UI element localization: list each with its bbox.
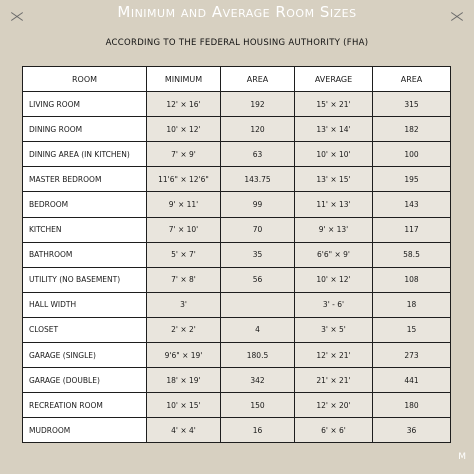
room-name-cell: DINING ROOM	[23, 117, 147, 142]
minimum-size-cell: 7' × 10'	[147, 217, 221, 242]
average-size-cell: 9' × 13'	[295, 217, 373, 242]
average-size-cell: 11' × 13'	[295, 192, 373, 217]
average-size-cell: 10' × 12'	[295, 267, 373, 292]
average-size-cell: 3' × 5'	[295, 317, 373, 342]
minimum-area-cell: 4	[221, 317, 295, 342]
table-row	[23, 368, 451, 393]
minimum-size-cell: 18' × 19'	[147, 368, 221, 393]
minimum-area-cell: 35	[221, 242, 295, 267]
table-row	[23, 267, 451, 292]
average-area-cell: 117	[373, 217, 451, 242]
room-name-cell: CLOSET	[23, 317, 147, 342]
average-area-cell: 108	[373, 267, 451, 292]
minimum-area-cell: 99	[221, 192, 295, 217]
average-area-cell: 15	[373, 317, 451, 342]
minimum-area-cell: 143.75	[221, 167, 295, 192]
room-name-cell: MUDROOM	[23, 418, 147, 443]
minimum-area-cell: 120	[221, 117, 295, 142]
table-row	[23, 217, 451, 242]
average-size-cell: 15' × 21'	[295, 92, 373, 117]
room-name-cell: RECREATION ROOM	[23, 393, 147, 418]
room-name-cell: GARAGE (DOUBLE)	[23, 368, 147, 393]
table-body	[23, 92, 451, 443]
header-minimum-area: AREA	[221, 67, 295, 92]
average-area-cell: 143	[373, 192, 451, 217]
room-name-cell: GARAGE (SINGLE)	[23, 343, 147, 368]
minimum-area-cell: 192	[221, 92, 295, 117]
table-row	[23, 242, 451, 267]
table-row	[23, 317, 451, 342]
average-area-cell: 180	[373, 393, 451, 418]
page-subtitle: ACCORDING TO THE FEDERAL HOUSING AUTHORITY (FHA)	[105, 38, 369, 48]
minimum-size-cell: 7' × 9'	[147, 142, 221, 167]
average-area-cell: 58.5	[373, 242, 451, 267]
average-area-cell: 441	[373, 368, 451, 393]
minimum-size-cell: 3'	[147, 292, 221, 317]
room-name-cell: BATHROOM	[23, 242, 147, 267]
average-area-cell: 195	[373, 167, 451, 192]
minimum-size-cell: 7' × 8'	[147, 267, 221, 292]
room-name-cell: DINING AREA (IN KITCHEN)	[23, 142, 147, 167]
table-row	[23, 117, 451, 142]
minimum-area-cell: 150	[221, 393, 295, 418]
minimum-size-cell: 11'6" × 12'6"	[147, 167, 221, 192]
average-area-cell: 18	[373, 292, 451, 317]
average-size-cell: 6'6" × 9'	[295, 242, 373, 267]
minimum-area-cell: 180.5	[221, 343, 295, 368]
minimum-area-cell: 342	[221, 368, 295, 393]
average-size-cell: 10' × 10'	[295, 142, 373, 167]
room-sizes-table	[22, 66, 451, 443]
average-size-cell: 12' × 20'	[295, 393, 373, 418]
minimum-size-cell: 10' × 12'	[147, 117, 221, 142]
minimum-size-cell: 12' × 16'	[147, 92, 221, 117]
average-area-cell: 100	[373, 142, 451, 167]
table-row	[23, 142, 451, 167]
table-row	[23, 92, 451, 117]
header-average: AVERAGE	[295, 67, 373, 92]
minimum-size-cell: 9'6" × 19'	[147, 343, 221, 368]
room-name-cell: BEDROOM	[23, 192, 147, 217]
table-row	[23, 167, 451, 192]
table-header-row	[23, 67, 451, 92]
room-name-cell: MASTER BEDROOM	[23, 167, 147, 192]
minimum-size-cell: 9' × 11'	[147, 192, 221, 217]
average-size-cell: 3' - 6'	[295, 292, 373, 317]
average-area-cell: 182	[373, 117, 451, 142]
table-row	[23, 192, 451, 217]
minimum-area-cell: 63	[221, 142, 295, 167]
table-row	[23, 292, 451, 317]
minimum-area-cell: 16	[221, 418, 295, 443]
minimum-area-cell: 56	[221, 267, 295, 292]
room-name-cell: KITCHEN	[23, 217, 147, 242]
average-area-cell: 36	[373, 418, 451, 443]
header-room: ROOM	[23, 67, 147, 92]
minimum-size-cell: 2' × 2'	[147, 317, 221, 342]
average-area-cell: 315	[373, 92, 451, 117]
average-size-cell: 6' × 6'	[295, 418, 373, 443]
average-area-cell: 273	[373, 343, 451, 368]
average-size-cell: 21' × 21'	[295, 368, 373, 393]
table-row	[23, 393, 451, 418]
watermark-logo: M	[458, 452, 466, 462]
minimum-area-cell: 70	[221, 217, 295, 242]
header-minimum: MINIMUM	[147, 67, 221, 92]
minimum-size-cell: 10' × 15'	[147, 393, 221, 418]
header-average-area: AREA	[373, 67, 451, 92]
table-row	[23, 343, 451, 368]
average-size-cell: 13' × 14'	[295, 117, 373, 142]
minimum-size-cell: 4' × 4'	[147, 418, 221, 443]
room-name-cell: HALL WIDTH	[23, 292, 147, 317]
room-name-cell: LIVING ROOM	[23, 92, 147, 117]
table-row	[23, 418, 451, 443]
minimum-size-cell: 5' × 7'	[147, 242, 221, 267]
page-title: Minimum and Average Room Sizes	[117, 3, 357, 21]
average-size-cell: 13' × 15'	[295, 167, 373, 192]
average-size-cell: 12' × 21'	[295, 343, 373, 368]
minimum-area-cell	[221, 292, 295, 317]
room-name-cell: UTILITY (NO BASEMENT)	[23, 267, 147, 292]
